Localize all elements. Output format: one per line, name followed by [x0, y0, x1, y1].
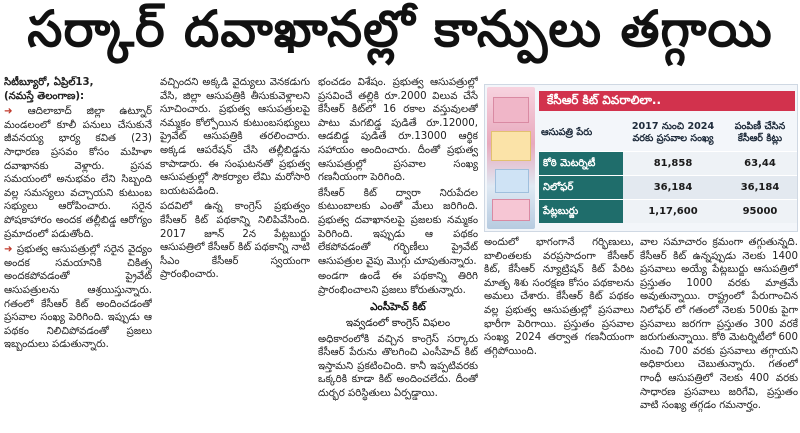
paragraph: [4, 105, 152, 241]
row-births: 1,17,600: [623, 200, 723, 223]
dateline-sub: (నమస్తే తెలంగాణ):: [4, 90, 85, 102]
paragraph-text: ప్రభుత్వ ఆసుపత్రుల్లో సరైన వైద్యం అందక సమయానికి చికిత్స అందకపోవడంతో ప్రైవేట్ ఆసుపత్రులను ఆశ్రయిస్తున్నారు. గతంలో కేసీఆర్ కిట్ అందించడంతో ప్రసవాల సంఖ్య పెరిగింది. ఇప్పుడు ఆ పథకం నిలిచిపోవడంతో ప్రజలు ఇబ్బందులు పడుతున్నారు.: [4, 244, 152, 351]
row-births: 36,184: [623, 176, 723, 199]
article-column-4a: [484, 236, 634, 432]
bullet-icon: ➜: [4, 244, 17, 256]
table-row: [539, 175, 797, 199]
row-kits: 63,44: [723, 152, 797, 175]
paragraph: [4, 243, 152, 352]
table-row: [539, 199, 797, 223]
kit-photo: [487, 87, 535, 229]
subhead: ఎంసీహెచ్ కిట్: [370, 300, 426, 313]
bullet-icon: ➜: [4, 106, 28, 118]
paragraph: అందులో భాగంగానే గర్భిణులు, బాలింతలకు వరప్రసాదంగా కేసీఆర్ కిట్, కేసీఆర్ న్యూట్రిషన్ కిట్ పేరిట మాతృ శిశు సంరక్షణ కోసం పథకాలను అమలు చేశారు. కేసీఆర్ కిట్ పథకం వల్ల ప్రభుత్వ ఆసుపత్రుల్లో ప్రసవాలు భారీగా పెరిగాయి. ప్రస్తుతం ప్రసవాల సంఖ్య 2024 తర్వాత గణనీయంగా తగ్గిపోయింది.: [484, 237, 634, 357]
dateline-text: సిటీబ్యూరో, ఏప్రిల్13,: [4, 77, 94, 88]
article-column-3: [318, 76, 478, 431]
article-column-1: [4, 76, 152, 431]
paragraph: వచ్చిందని అక్కడి వైద్యులు వెనకడుగు వేసి, జిల్లా ఆసుపత్రికి తీసుకువెళ్లాలని సూచించారు. ప్రభుత్వ ఆసుపత్రులపై నమ్మకం కోల్పోయిన కుటుంబసభ్యులు ప్రైవేట్ ఆసుపత్రికి తరలించారు. అక్కడ ఆపరేషన్ చేసి తల్లీబిడ్డను కాపాడారు. ఈ సంఘటనతో ప్రభుత్వ ఆసుపత్రుల్లో సౌకర్యాల లేమి మరోసారి బయటపడింది.: [160, 77, 310, 197]
header-births: 2017 నుంచి 2024 వరకు ప్రసవాల సంఖ్య: [631, 121, 715, 144]
table-header: [539, 115, 797, 151]
paragraph: అధికారంలోకి వచ్చిన కాంగ్రెస్ సర్కారు కేసీఆర్ పేరును తొలగించి ఎంసీహెచ్ కిట్ ఇస్తామని ప్రకటించింది. కానీ ఇప్పటివరకు ఒక్కరికి కూడా కిట్ అందించలేదు. దీంతో దుర్భర పరిస్థితులు ఏర్పడ్డాయి.: [318, 333, 478, 400]
article-column-4b: [640, 236, 798, 432]
row-births: 81,858: [623, 152, 723, 175]
infographic-table: [539, 115, 797, 223]
header-kits: పంపిణీ చేసిన కేసీఆర్ కిట్లు: [734, 121, 786, 144]
header-hospital: ఆసుపత్రి పేరు: [541, 127, 593, 138]
kcr-kit-infographic: [484, 84, 798, 232]
table-row: [539, 151, 797, 175]
article-column-2: [160, 76, 310, 431]
infographic-title: కేసీఆర్ కిట్ వివరాలిలా..: [539, 91, 795, 111]
paragraph: కేసీఆర్ కిట్ ద్వారా నిరుపేదల కుటుంబాలకు ఎంతో మేలు జరిగింది. ప్రభుత్వ దవాఖానలపై ప్రజలకు నమ్మకం పెరిగింది. ఇప్పుడు ఆ పథకం లేకపోవడంతో గర్భిణీలు ప్రైవేట్ ఆసుపత్రుల వైపు మొగ్గు చూపుతున్నారు.: [318, 187, 478, 267]
dateline: [4, 76, 152, 103]
paragraph-text: ఆదిలాబాద్ జిల్లా ఉట్నూర్ మండలంలో కూలీ పనులు చేసుకునే జీవనయ్య భార్య కవిత (23) సాధారణ ప్రసవం కోసం మహిళా దవాఖానకు వెళ్లారు. ప్రసవ సమయంలో అనుభవం లేని సిబ్బంది వల్ల సమస్యలు వచ్చాయని కుటుంబ సభ్యులు ఆరోపించారు. సరైన పోషకాహారం అందక తల్లీబిడ్డ ఆరోగ్యం ప్రమాదంలో పడుతోంది.: [4, 106, 152, 240]
row-kits: 36,184: [723, 176, 797, 199]
kit-box: [492, 199, 530, 221]
kit-box: [491, 131, 531, 161]
headline: సర్కార్ దవాఖానల్లో కాన్పులు తగ్గాయి: [27, 0, 773, 58]
paragraph: అండగా ఉండే ఈ పథకాన్ని తిరిగి ప్రారంభించాలని ప్రజలు కోరుతున్నారు.: [318, 271, 478, 296]
row-kits: 95000: [723, 200, 797, 223]
row-hospital: నిలోఫర్: [539, 176, 623, 199]
row-hospital: కోఠి మెటర్నిటీ: [539, 152, 623, 175]
paragraph: పదవిలో ఉన్న కాంగ్రెస్ ప్రభుత్వం కేసీఆర్ కిట్ పథకాన్ని నిలిపివేసింది. 2017 జూన్ 2న పేట్లబుర్జు ఆసుపత్రిలో కేసీఆర్ కిట్ పథకాన్ని నాటి సీఎం కేసీఆర్ స్వయంగా ప్రారంభించారు.: [160, 201, 310, 281]
paragraph: భంచడం విశేషం. ప్రభుత్వ ఆసుపత్రుల్లో ప్రసవించే తల్లికి రూ.2000 విలువ చేసే కేసీఆర్ కిట్‌లో 16 రకాల వస్తువులతో పాటు మగబిడ్డ పుడితే రూ.12000, ఆడబిడ్డ పుడితే రూ.13000 ఆర్థిక సహాయం అందించారు. దీంతో ప్రభుత్వ ఆసుపత్రుల్లో ప్రసవాల సంఖ్య గణనీయంగా పెరిగింది.: [318, 77, 478, 184]
kit-box: [495, 169, 529, 193]
subhead: ఇవ్వడంలో కాంగ్రెస్ విఫలం: [345, 317, 451, 330]
row-hospital: పేట్లబుర్జు: [539, 200, 623, 223]
paragraph: వాల సమాచారం క్రమంగా తగ్గుతున్నది. కేసీఆర్ కిట్ ఉన్నప్పుడు నెలకు 1400 ప్రసవాలు అయ్యే పేట్లబుర్జు ఆసుపత్రిలో ప్రస్తుతం 1000 వరకు మాత్రమే అవుతున్నాయి. రాష్ట్రంలో పేరుగాంచిన నిలోఫర్ లో గతంలో నెలకు 500కు పైగా ప్రసవాలు జరగగా ప్రస్తుతం 300 వరకే జరుగుతున్నాయి. కోఠి మెటర్నిటీలో 600 నుంచి 700 వరకు ప్రసవాలు తగ్గాయని అధికారులు చెబుతున్నారు. గతంలో గాంధీ ఆసుపత్రిలో నెలకు 400 వరకు సాధారణ ప్రసవాలు జరిగేవి, ప్రస్తుతం వాటి సంఖ్య తగ్గడం గమనార్హం.: [640, 237, 798, 412]
kit-box: [493, 97, 529, 123]
